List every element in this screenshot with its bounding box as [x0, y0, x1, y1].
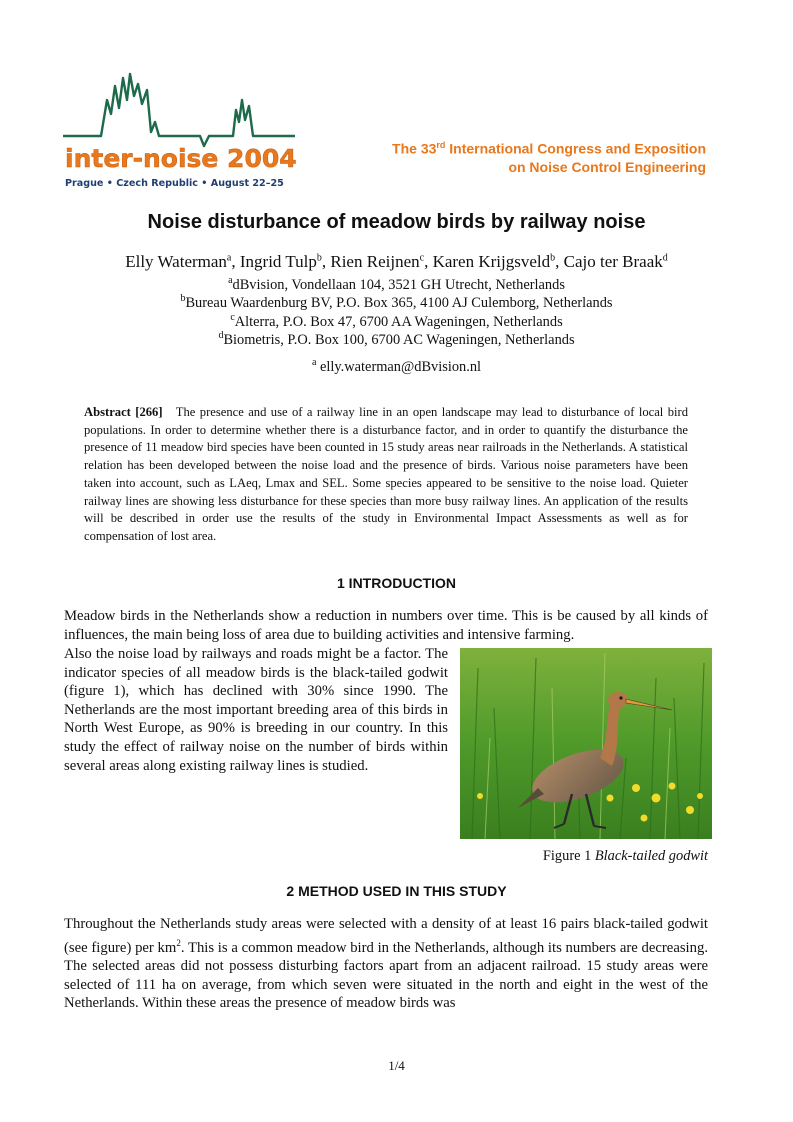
- section-heading-method: 2 METHOD USED IN THIS STUDY: [286, 883, 507, 899]
- author: Karen Krijgsveld: [432, 252, 551, 271]
- page-number: 1/4: [388, 1058, 405, 1073]
- abstract-label: Abstract [266]: [84, 405, 163, 419]
- affiliation: $^b$Bureau Waardenburg BV, P.O. Box 365, 4100 AJ Culemborg, Netherlands: [180, 293, 613, 311]
- affiliation: $^d$Biometris, P.O. Box 100, 6700 AC Wageningen, Netherlands: [218, 330, 575, 348]
- paper-title: Noise disturbance of meadow birds by railway noise: [147, 211, 646, 233]
- conference-line-2: on Noise Control Engineering: [508, 159, 706, 175]
- abstract-text: The presence and use of a railway line in an open landscape may lead to disturbance of local bird populations. In order to determine whether there is a disturbance factor, and in order to quantify the disturbance the presence of 11 meadow bird species have been counted in 15 study areas near railroads in the Netherlands. A statistical relation has been developed between the noise load and the presence of birds. Various noise parameters have been taken into account, such as LAeq, Lmax and SEL. Some species appeared to be sensitive to the noise load. Quieter railway lines are showing less disturbance for these species than more busy railway lines. An application of the results will be described in order use the results of the study in Environmental Impact Assessments as well as for compensation of lost area.: [84, 405, 688, 543]
- section-heading-introduction: 1 INTRODUCTION: [337, 575, 456, 591]
- affiliation: $^c$Alterra, P.O. Box 47, 6700 AA Wageningen, Netherlands: [230, 312, 563, 330]
- author: Ingrid Tulp: [239, 252, 317, 271]
- figure-caption: Figure 1 Black-tailed godwit: [542, 848, 708, 864]
- author: Cajo ter Braak: [563, 252, 663, 271]
- intro-paragraph: Meadow birds in the Netherlands show a reduction in numbers over time. This is be caused by all kinds of influences, the main being loss of area due to building activities and intensive farming.: [64, 608, 708, 643]
- author: Elly Waterman: [125, 252, 227, 271]
- affiliation: $^a$dBvision, Vondellaan 104, 3521 GH Utrecht, Netherlands: [228, 275, 565, 293]
- conference-line-1: The 33rd International Congress and Exposition: [392, 140, 706, 157]
- author: Rien Reijnen: [330, 252, 420, 271]
- abstract: [84, 404, 688, 546]
- skyline-noise-line-icon: [63, 70, 295, 150]
- contact-email: $^a$ elly.waterman@dBvision.nl: [311, 357, 482, 375]
- method-paragraph: Throughout the Netherlands study areas were selected with a density of at least 16 pairs black-tailed godwit (see figure) per $km^2$. This is a common meadow bird in the Netherlands, although its numbers are decreasing. The selected areas did not possess disturbing factors apart from an adjacent railroad. 15 study areas were selected of 111 ha on average, from which seven were situated in the north and eight in the west of the Netherlands. Within these areas the presence of meadow birds was: [64, 916, 708, 1012]
- logo-wordmark: inter-noise 2004: [65, 144, 297, 173]
- godwit-photo: [460, 648, 712, 839]
- intro-paragraph-wrapped: Also the noise load by railways and roads might be a factor. The indicator species of all meadow birds is the black-tailed godwit (figure 1), which has declined with 30% since 1990. The Netherlands are the most important breeding area of this birds in North West Europe, as 90% is breeding in our country. In this study the effect of railway noise on the number of birds within several areas along existing railway lines is studied.: [64, 646, 448, 774]
- author-list: Elly Waterman$^a$, Ingrid Tulp$^b$, Rien Reijnen$^c$, Karen Krijgsveld$^b$, Cajo ter Braak$^d$: [125, 252, 668, 271]
- inter-noise-logo: [63, 70, 295, 195]
- logo-subline: Prague • Czech Republic • August 22–25: [65, 178, 284, 189]
